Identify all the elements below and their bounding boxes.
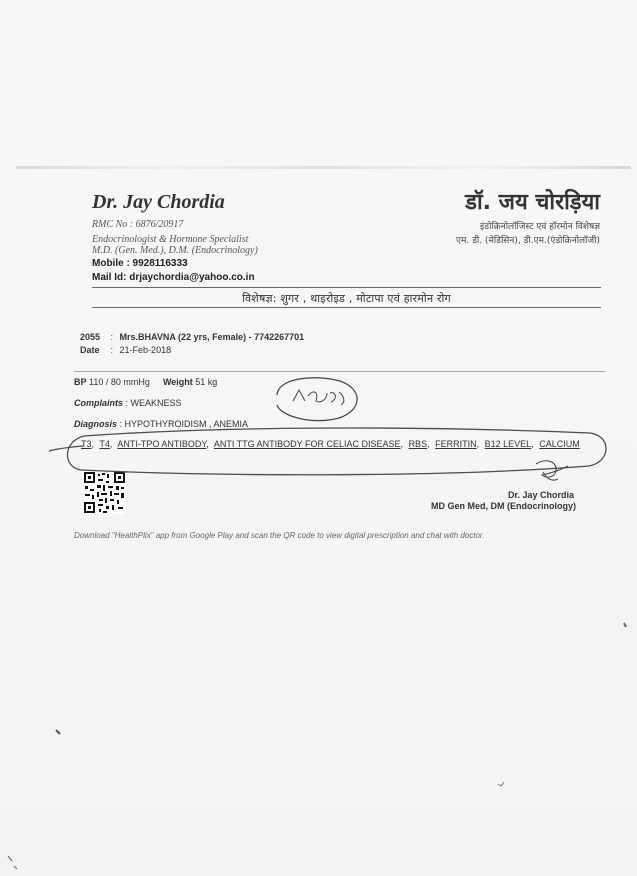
date-label: Date <box>80 345 100 355</box>
bp-value: 110 / 80 mmHg <box>89 377 150 387</box>
bp-label: BP <box>74 377 87 387</box>
diagnosis-row <box>74 419 248 429</box>
patient-id: 2055 <box>80 332 101 342</box>
patient-info-row <box>80 332 304 342</box>
qualification-english: M.D. (Gen. Med.), D.M. (Endocrinology) <box>92 245 258 256</box>
test-item: T3 <box>81 439 92 449</box>
test-item: FERRITIN <box>435 439 477 449</box>
specialist-banner: विशेषज्ञ: शुगर , थाइरोइड , मोटापा एवं हारमोन रोग <box>242 292 451 305</box>
test-item: RBS <box>408 439 428 449</box>
specialization-hindi: इंडोक्रिनोलॉजिस्ट एवं हॉरमोन विशेषज्ञ <box>479 222 600 232</box>
test-separator: , <box>427 439 430 449</box>
vitals-row <box>74 377 217 387</box>
qr-code-icon <box>83 471 126 514</box>
test-separator: , <box>400 439 404 449</box>
test-separator: , <box>91 439 95 449</box>
complaints-value: : WEAKNESS <box>125 398 182 408</box>
side-pointer-mark <box>49 446 83 451</box>
complaints-row <box>74 398 182 408</box>
date-value: 21-Feb-2018 <box>119 345 172 355</box>
test-item: ANTI-TPO ANTIBODY <box>117 439 207 449</box>
test-item: T4 <box>99 439 110 449</box>
small-scratch-mark <box>56 730 60 734</box>
test-separator: , <box>531 439 534 449</box>
clinical-divider <box>74 371 605 372</box>
date-row <box>80 345 171 355</box>
date-separator: : <box>110 345 114 355</box>
tests-circle-mark <box>67 428 606 475</box>
doctor-name-english: Dr. Jay Chordia <box>92 191 225 213</box>
diagnosis-value: : HYPOTHYROIDISM , ANEMIA <box>119 419 249 429</box>
test-item: ANTI TTG ANTIBODY FOR CELIAC DISEASE <box>213 439 401 449</box>
specialization-english: Endocrinologist & Hormone Specialist <box>92 234 249 245</box>
test-item: CALCIUM <box>539 439 580 449</box>
lower-center-mark <box>498 782 504 786</box>
weight-value: 51 kg <box>195 377 218 387</box>
complaints-label: Complaints <box>74 398 124 408</box>
patient-details: Mrs.BHAVNA (22 yrs, Female) - 7742267701 <box>119 332 305 342</box>
header-divider-bottom <box>92 307 601 308</box>
header-divider-top <box>92 287 601 288</box>
mobile-number: Mobile : 9928116333 <box>92 258 188 269</box>
corner-scratch-mark <box>8 856 17 869</box>
doctor-name-hindi: डॉ. जय चोरड़िया <box>465 190 600 215</box>
signature-qualification: MD Gen Med, DM (Endocrinology) <box>431 501 576 511</box>
qualification-hindi: एम. डी. (मेडिसिन), डी.एम.(एंडोक्रिनोलॉजी) <box>455 236 600 246</box>
test-item: B12 LEVEL <box>484 439 532 449</box>
download-note: Download "HealthPlix" app from Google Play and scan the QR code to view digital prescription and chat with doctor. <box>74 531 485 540</box>
registration-number: RMC No : 6876/20917 <box>92 219 184 230</box>
bdcp-loop-mark <box>277 378 357 421</box>
test-separator: , <box>109 439 113 449</box>
signature-name: Dr. Jay Chordia <box>507 490 574 500</box>
test-separator: , <box>206 439 209 449</box>
signature-scribble-mark <box>536 461 568 477</box>
signature-tail-mark <box>543 472 558 480</box>
patient-separator: : <box>110 332 114 342</box>
test-separator: , <box>476 439 480 449</box>
diagnosis-label: Diagnosis <box>74 419 118 429</box>
torn-paper-edge <box>16 166 631 169</box>
tests-list <box>81 439 580 449</box>
email-address: Mail Id: drjaychordia@yahoo.co.in <box>92 272 255 283</box>
right-edge-mark <box>624 623 626 627</box>
weight-label: Weight <box>162 377 193 387</box>
bdcp-strokes-mark <box>293 390 344 405</box>
